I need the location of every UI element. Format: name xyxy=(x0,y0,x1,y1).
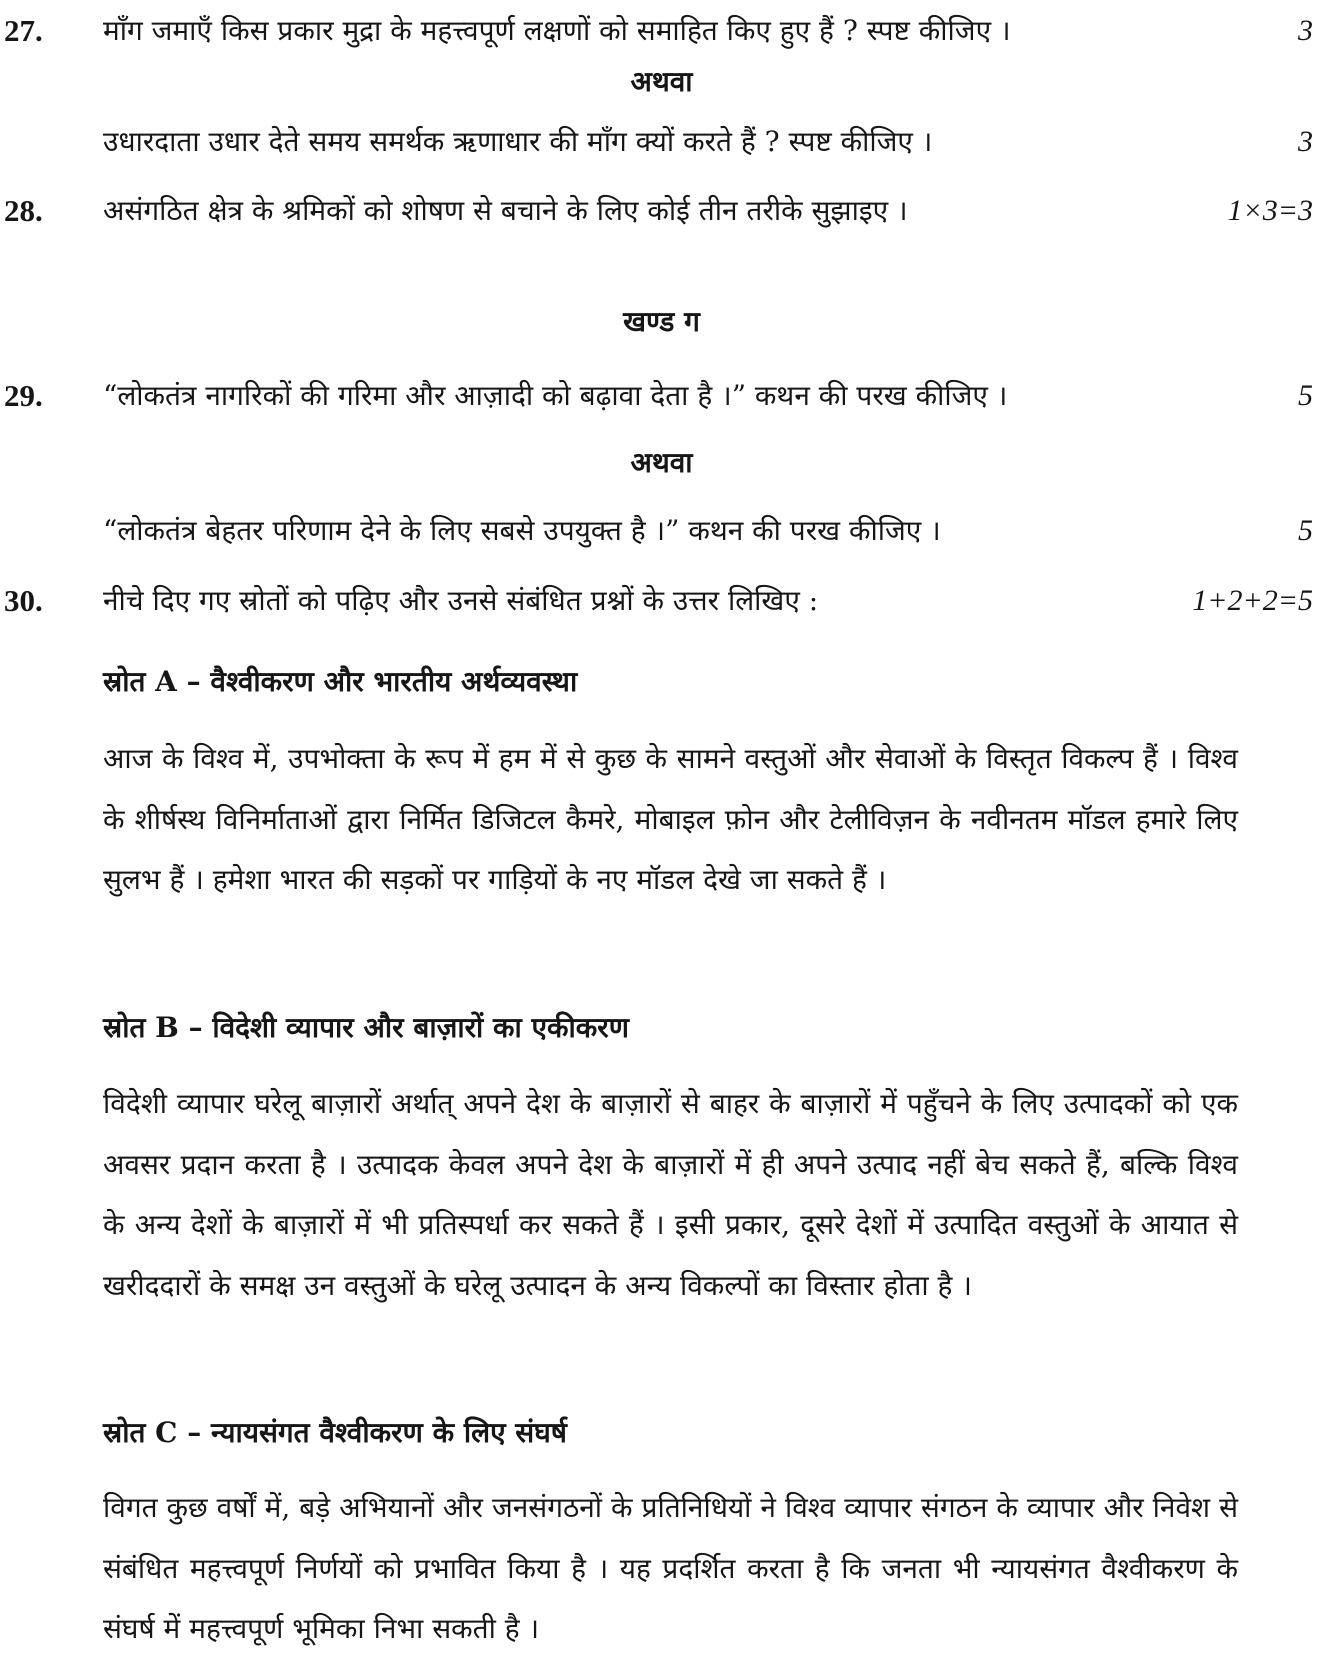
question-number: 28. xyxy=(4,193,43,228)
source-c-heading: स्रोत C – न्यायसंगत वैश्वीकरण के लिए संघर्ष xyxy=(103,1416,567,1449)
question-27-alternative xyxy=(0,117,1323,167)
or-label: अथवा xyxy=(630,65,693,98)
question-30 xyxy=(0,576,1323,626)
question-text: माँग जमाएँ किस प्रकार मुद्रा के महत्त्वपूर्ण लक्षणों को समाहित किए हुए हैं ? स्पष्ट कीजिए । xyxy=(103,14,1011,47)
question-number: 29. xyxy=(4,378,43,413)
question-29 xyxy=(0,371,1323,421)
question-29-alternative xyxy=(0,506,1323,556)
source-c-body: विगत कुछ वर्षों में, बड़े अभियानों और जनसंगठनों के प्रतिनिधियों ने विश्व व्यापार संगठन के व्यापार और निवेश से संबंधित महत्त्वपूर्ण निर्णयों को प्रभावित किया है । यह प्रदर्शित करता है कि जनता भी न्यायसंगत वैश्वीकरण के संघर्ष में महत्त्वपूर्ण भूमिका निभा सकती है । xyxy=(103,1491,1238,1645)
question-text: नीचे दिए गए स्रोतों को पढ़िए और उनसे संबंधित प्रश्नों के उत्तर लिखिए : xyxy=(103,584,819,617)
question-28 xyxy=(0,186,1323,236)
source-b-heading: स्रोत B – विदेशी व्यापार और बाज़ारों का एकीकरण xyxy=(103,1011,629,1044)
source-a-heading: स्रोत A – वैश्वीकरण और भारतीय अर्थव्यवस्था xyxy=(103,665,578,698)
question-marks: 1+2+2=5 xyxy=(1192,584,1313,617)
question-text: “लोकतंत्र बेहतर परिणाम देने के लिए सबसे उपयुक्त है ।” कथन की परख कीजिए । xyxy=(103,514,941,547)
question-marks: 3 xyxy=(1298,125,1313,158)
section-heading: खण्ड ग xyxy=(623,305,700,338)
question-number: 27. xyxy=(4,13,43,48)
question-marks: 5 xyxy=(1298,514,1313,547)
question-27 xyxy=(0,6,1323,56)
question-marks: 5 xyxy=(1298,379,1313,412)
question-text: असंगठित क्षेत्र के श्रमिकों को शोषण से बचाने के लिए कोई तीन तरीके सुझाइए । xyxy=(103,194,908,227)
question-marks: 3 xyxy=(1298,14,1313,47)
source-b-body: विदेशी व्यापार घरेलू बाज़ारों अर्थात् अपने देश के बाज़ारों से बाहर के बाज़ारों में पहुँचने के लिए उत्पादकों को एक अवसर प्रदान करता है । उत्पादक केवल अपने देश के बाज़ारों में ही अपने उत्पाद नहीं बेच सकते हैं, बल्कि विश्व के अन्य देशों के बाज़ारों में भी प्रतिस्पर्धा कर सकते हैं । इसी प्रकार, दूसरे देशों में उत्पादित वस्तुओं के आयात से खरीददारों के समक्ष उन वस्तुओं के घरेलू उत्पादन के अन्य विकल्पों का विस्तार होता है । xyxy=(103,1087,1238,1302)
question-text: “लोकतंत्र नागरिकों की गरिमा और आज़ादी को बढ़ावा देता है ।” कथन की परख कीजिए । xyxy=(103,379,1008,412)
or-label: अथवा xyxy=(630,446,693,479)
question-number: 30. xyxy=(4,583,43,618)
question-text: उधारदाता उधार देते समय समर्थक ऋणाधार की माँग क्यों करते हैं ? स्पष्ट कीजिए । xyxy=(103,125,933,158)
question-marks: 1×3=3 xyxy=(1227,194,1313,227)
source-a-body: आज के विश्व में, उपभोक्ता के रूप में हम में से कुछ के सामने वस्तुओं और सेवाओं के विस्तृत विकल्प हैं । विश्व के शीर्षस्थ विनिर्माताओं द्वारा निर्मित डिजिटल कैमरे, मोबाइल फ़ोन और टेलीविज़न के नवीनतम मॉडल हमारे लिए सुलभ हैं । हमेशा भारत की सड़कों पर गाड़ियों के नए मॉडल देखे जा सकते हैं । xyxy=(103,742,1238,896)
